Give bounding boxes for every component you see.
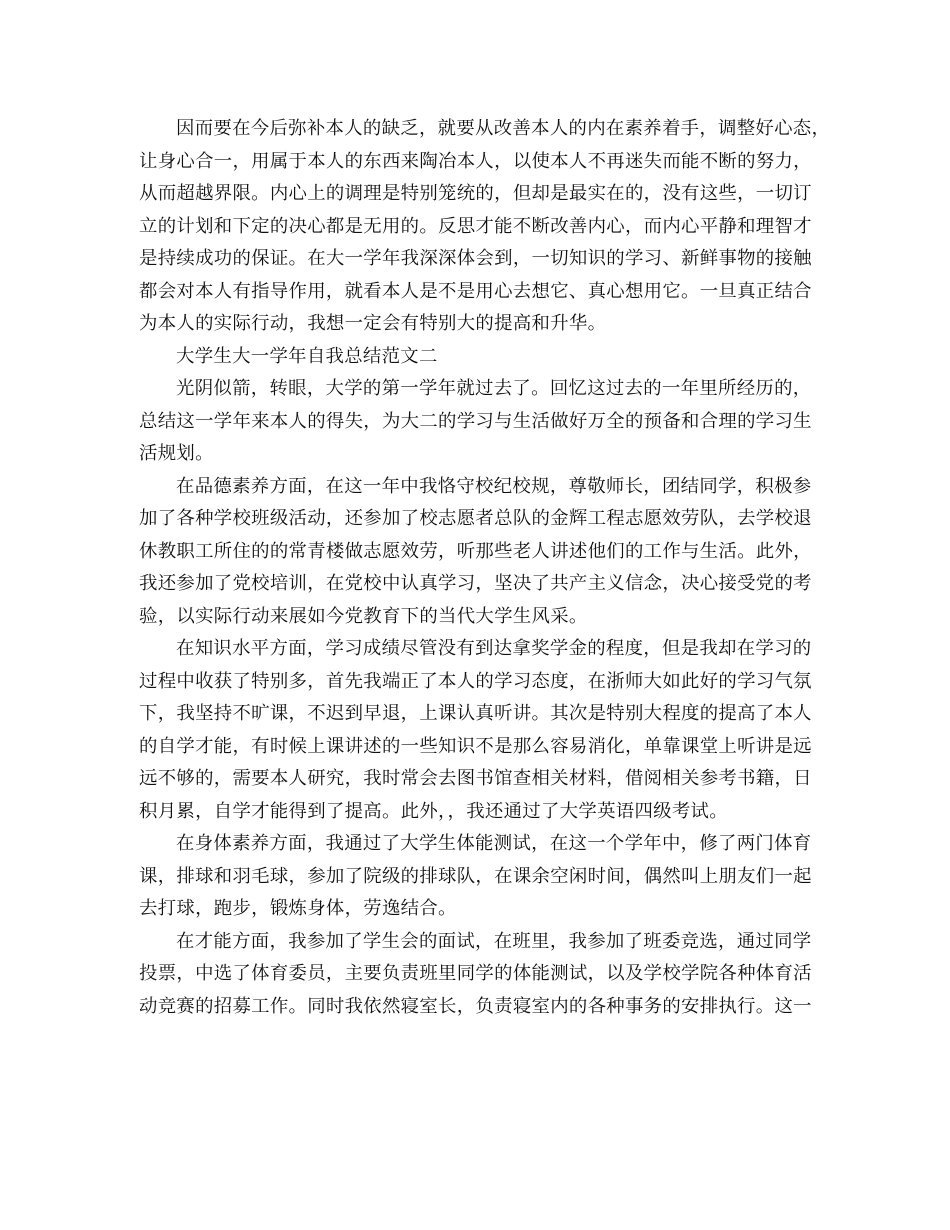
text-line: 在才能方面，我参加了学生会的面试，在班里，我参加了班委竞选，通过同学 bbox=[176, 930, 812, 952]
text-line: 休教职工所住的的常青楼做志愿效劳，听那些老人讲述他们的工作与生活。此外， bbox=[139, 540, 812, 562]
text-line: 验，以实际行动来展如今党教育下的当代大学生风采。 bbox=[139, 605, 588, 627]
text-line: 去打球，跑步，锻炼身体，劳逸结合。 bbox=[139, 898, 457, 919]
text-line: 为本人的实际行动，我想一定会有特别大的提高和升华。 bbox=[139, 313, 607, 334]
text-line: 动竞赛的招募工作。同时我依然寝室长，负责寝室内的各种事务的安排执行。这一 bbox=[139, 995, 812, 1017]
text-line: 从而超越界限。内心上的调理是特别笼统的，但却是最实在的，没有这些，一切订 bbox=[139, 183, 812, 204]
section-heading: 大学生大一学年自我总结范文二 bbox=[176, 345, 438, 367]
text-line: 课，排球和羽毛球，参加了院级的排球队，在课余空闲时间，偶然叫上朋友们一起 bbox=[139, 865, 812, 887]
text-line: 在品德素养方面，在这一年中我恪守校纪校规，尊敬师长，团结同学，积极参 bbox=[176, 475, 812, 497]
text-line: 下，我坚持不旷课，不迟到早退，上课认真听讲。其次是特别大程度的提高了本人 bbox=[139, 703, 812, 724]
text-line: 的自学才能，有时候上课讲述的一些知识不是那么容易消化，单靠课堂上听讲是远 bbox=[139, 735, 812, 757]
text-line: 在知识水平方面，学习成绩尽管没有到达拿奖学金的程度，但是我却在学习的 bbox=[176, 638, 812, 659]
text-line: 在身体素养方面，我通过了大学生体能测试，在这一个学年中，修了两门体育 bbox=[176, 833, 812, 854]
text-line: 都会对本人有指导作用，就看本人是不是用心去想它、真心想用它。一旦真正结合 bbox=[139, 280, 812, 302]
text-line: 积月累，自学才能得到了提高。此外，，我还通过了大学英语四级考试。 bbox=[139, 800, 728, 822]
text-line: 加了各种学校班级活动，还参加了校志愿者总队的金辉工程志愿效劳队，去学校退 bbox=[139, 508, 812, 529]
body-text bbox=[139, 113, 831, 1023]
text-line: 让身心合一，用属于本人的东西来陶冶本人，以使本人不再迷失而能不断的努力， bbox=[139, 150, 812, 172]
text-line: 我还参加了党校培训，在党校中认真学习，坚决了共产主义信念，决心接受党的考 bbox=[139, 573, 812, 594]
text-line: 总结这一学年来本人的得失，为大二的学习与生活做好万全的预备和合理的学习生 bbox=[139, 410, 812, 432]
text-line: 过程中收获了特别多，首先我端正了本人的学习态度，在浙师大如此好的学习气氛 bbox=[139, 670, 812, 692]
text-line: 因而要在今后弥补本人的缺乏，就要从改善本人的内在素养着手，调整好心态， bbox=[176, 118, 831, 139]
text-line: 远不够的，需要本人研究，我时常会去图书馆查相关材料，借阅相关参考书籍，日 bbox=[139, 768, 812, 789]
text-line: 活规划。 bbox=[139, 443, 214, 464]
text-line: 投票，中选了体育委员，主要负责班里同学的体能测试，以及学校学院各种体育活 bbox=[139, 963, 812, 984]
text-line: 是持续成功的保证。在大一学年我深深体会到，一切知识的学习、新鲜事物的接触 bbox=[139, 248, 812, 269]
text-line: 光阴似箭，转眼，大学的第一学年就过去了。回忆这过去的一年里所经历的， bbox=[176, 378, 812, 399]
text-line: 立的计划和下定的决心都是无用的。反思才能不断改善内心，而内心平静和理智才 bbox=[139, 215, 812, 237]
